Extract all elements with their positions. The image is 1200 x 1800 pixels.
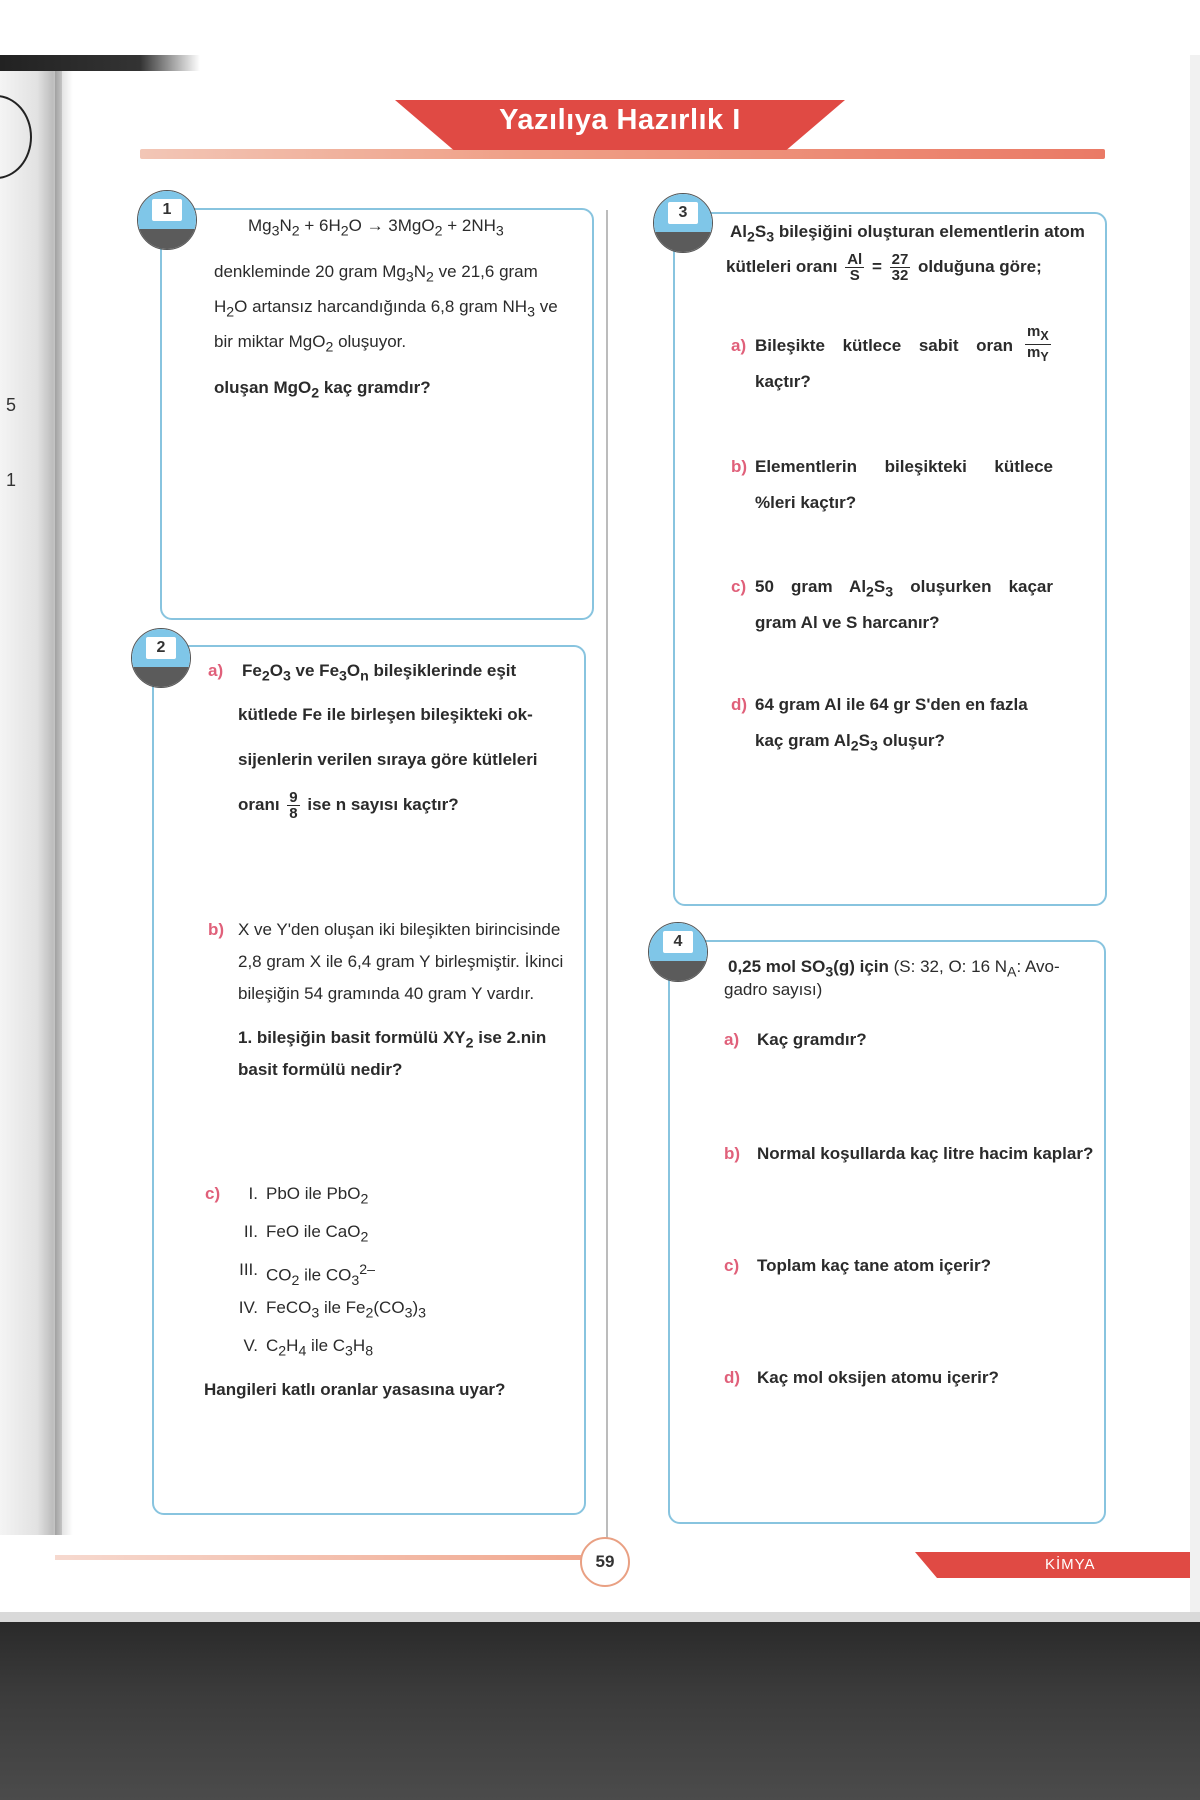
question-3-number: 3 — [668, 202, 698, 224]
q2-c-roman: IV. — [238, 1298, 258, 1317]
q2-c-item: FeO ile CaO$_2$ — [266, 1222, 369, 1246]
scan-right-edge — [1190, 55, 1200, 1615]
binding-shadow — [55, 55, 73, 1535]
page-binding-edge — [0, 55, 62, 1535]
q3-b-line1: Elementlerin bileşikteki kütlece — [755, 457, 1053, 476]
q3-a-fraction: $\frac{m_X}{m_Y}$ — [1027, 323, 1049, 364]
footer-rule — [55, 1555, 585, 1560]
q2-a-line1: $Fe_2O_3$ ve $Fe_3O_n$ bileşiklerinde eşit — [242, 661, 517, 685]
q3-b-line2: %leri kaçtır? — [755, 493, 857, 512]
q3-27-32-fraction: $\frac{27}{32}$ — [891, 251, 909, 284]
q4-a-label: a) — [724, 1030, 740, 1049]
q2-c-item: PbO ile PbO$_2$ — [266, 1184, 369, 1208]
question-4-number: 4 — [663, 931, 693, 953]
q2-a-line4-pre: oranı — [238, 794, 280, 814]
q3-d-line1: 64 gram Al ile 64 gr S'den en fazla — [755, 695, 1028, 714]
page-title: Yazılıya Hazırlık I — [499, 104, 741, 136]
q3-intro1: $Al_2S_3$ bileşiğini oluşturan elementlerin atom — [730, 222, 1085, 246]
q4-c-text: Toplam kaç tane atom içerir? — [757, 1256, 991, 1275]
q3-intro2-pre: kütleleri oranı — [726, 256, 838, 276]
q4-d-text: Kaç mol oksijen atomu içerir? — [757, 1368, 999, 1387]
question-4-badge — [648, 922, 708, 982]
q2-c-roman: V. — [243, 1336, 258, 1355]
q2-a-ratio-fraction: $\frac{9}{8}$ — [289, 789, 298, 822]
q2-a-line4 — [238, 790, 459, 821]
q2-b-line2: 2,8 gram X ile 6,4 gram Y birleşmiştir. İkinci — [238, 952, 564, 971]
q3-d-line2: kaç gram $Al_2S_3$ oluşur? — [755, 731, 945, 755]
q4-intro2: gadro sayısı) — [724, 980, 823, 999]
q2-b-label: b) — [208, 920, 225, 939]
q3-d-label: d) — [731, 695, 748, 714]
facing-page-number-5: 5 — [6, 395, 17, 415]
facing-page-number-1: 1 — [6, 470, 17, 490]
scan-bottom-shadow — [0, 1622, 1200, 1800]
q3-equals: = — [871, 256, 882, 276]
q2-b-question2: basit formülü nedir? — [238, 1060, 403, 1079]
question-3-box — [673, 212, 1107, 906]
question-2-badge — [131, 628, 191, 688]
q2-a-line3: sijenlerin verilen sıraya göre kütleleri — [238, 750, 538, 769]
q2-a-line4-post: ise n sayısı kaçtır? — [307, 794, 459, 814]
q1-line1: denkleminde 20 gram $Mg_3N_2$ ve 21,6 gram — [214, 262, 538, 286]
q2-b-question1: 1. bileşiğin basit formülü $XY_2$ ise 2.nin — [238, 1028, 547, 1052]
q2-a-label: a) — [208, 661, 224, 680]
q2-a-line2: kütlede Fe ile birleşen bileşikteki ok- — [238, 705, 533, 724]
q2-c-roman: II. — [243, 1222, 258, 1241]
scan-top-edge — [0, 55, 200, 71]
q4-intro1: 0,25 mol $SO_3(g)$ için (S: 32, O: 16 $N_A$: Avo- — [728, 957, 1060, 981]
q1-line3: bir miktar MgO$_2$ oluşuyor. — [214, 332, 407, 356]
q3-c-line1: 50 gram $Al_2S_3$ oluşurken kaçar — [755, 577, 1054, 601]
q2-c-item: FeCO$_3$ ile $Fe_2(CO_3)_3$ — [266, 1298, 426, 1322]
column-divider — [606, 210, 608, 1540]
q3-a-label: a) — [731, 336, 747, 355]
q3-a-line1: Bileşikte kütlece sabit oran — [755, 336, 1013, 355]
header-rule — [140, 149, 1105, 159]
q4-b-label: b) — [724, 1144, 741, 1163]
q3-a-line2: kaçtır? — [755, 372, 811, 391]
q3-al-s-fraction: $\frac{Al}{S}$ — [847, 251, 863, 284]
question-1-number: 1 — [152, 199, 182, 221]
q2-c-label: c) — [205, 1184, 221, 1203]
q4-d-label: d) — [724, 1368, 741, 1387]
q2-c-item: $C_2H_4$ ile $C_3H_8$ — [266, 1336, 374, 1360]
q4-c-label: c) — [724, 1256, 740, 1275]
q2-c-question: Hangileri katlı oranlar yasasına uyar? — [204, 1380, 506, 1399]
question-1-badge — [137, 190, 197, 250]
q3-c-label: c) — [731, 577, 747, 596]
page-number: 59 — [580, 1537, 630, 1587]
q1-question: oluşan MgO$_2$ kaç gramdır? — [214, 378, 431, 402]
q3-b-label: b) — [731, 457, 748, 476]
q2-b-line1: X ve Y'den oluşan iki bileşikten birincisinde — [238, 920, 561, 939]
question-2-number: 2 — [146, 637, 176, 659]
q2-c-item: $CO_2$ ile $CO_3^{2-}$ — [266, 1262, 375, 1290]
q4-b-text: Normal koşullarda kaç litre hacim kaplar? — [757, 1144, 1094, 1163]
q2-c-roman: III. — [239, 1260, 258, 1279]
q3-c-line2: gram Al ve S harcanır? — [755, 613, 940, 632]
q2-c-roman: I. — [248, 1184, 258, 1203]
question-3-badge — [653, 193, 713, 253]
q3-intro2-post: olduğuna göre; — [918, 256, 1042, 276]
q1-equation: $Mg_3N_2 + 6H_2O \to 3MgO_2 + 2NH_3$ — [248, 216, 504, 240]
footer-subject: KİMYA — [1045, 1556, 1096, 1573]
q4-a-text: Kaç gramdır? — [757, 1030, 867, 1049]
q3-intro2 — [726, 252, 1042, 283]
q2-b-line3: bileşiğin 54 gramında 40 gram Y vardır. — [238, 984, 535, 1003]
q1-line2: $H_2O$ artansız harcandığında 6,8 gram $NH_3$ ve — [214, 297, 558, 321]
